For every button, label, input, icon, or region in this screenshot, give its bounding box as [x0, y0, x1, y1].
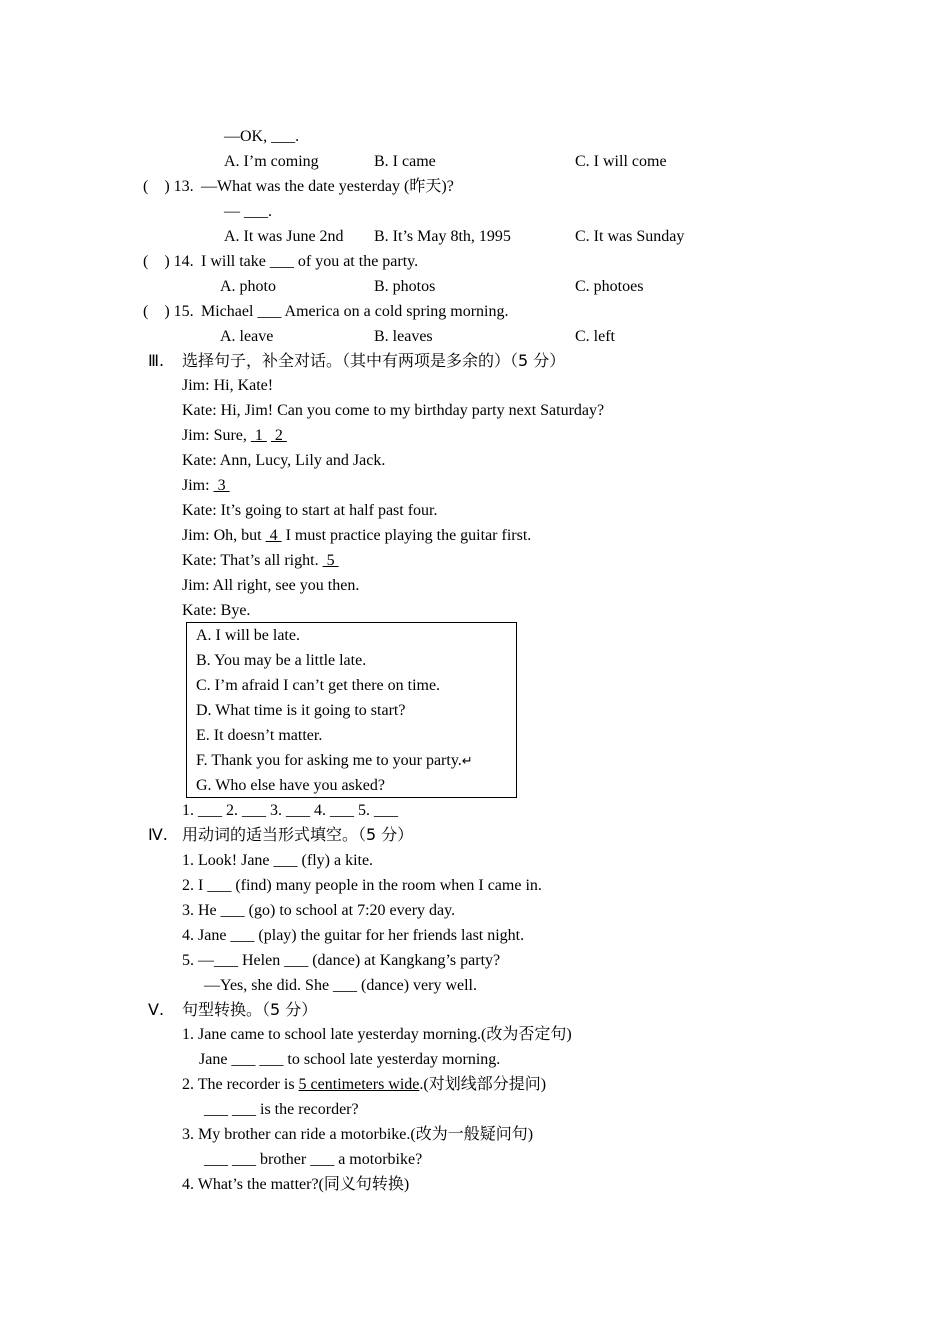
section4-number: Ⅳ.	[148, 825, 168, 844]
blank-3[interactable]: 3	[213, 477, 230, 494]
section4-item-4[interactable]: 4. Jane ___ (play) the guitar for her friends last night.	[182, 927, 525, 944]
q15-option-c[interactable]: C. left	[575, 328, 615, 345]
option-e: E. It doesn’t matter.	[196, 727, 323, 744]
q13-number: ( ) 13.	[143, 178, 194, 195]
q14-option-b[interactable]: B. photos	[374, 278, 436, 295]
q12-option-a[interactable]: A. I’m coming	[224, 153, 319, 170]
section5-item-2	[182, 1075, 546, 1095]
dialogue-line-9: Jim: All right, see you then.	[182, 577, 360, 594]
dialogue-line-2: Kate: Hi, Jim! Can you come to my birthday party next Saturday?	[182, 402, 605, 419]
section3-number: Ⅲ.	[148, 351, 165, 370]
dialogue-line-7-rest: I must practice playing the guitar first.	[281, 527, 532, 544]
section5-item-4: 4. What’s the matter?(同义句转换)	[182, 1176, 410, 1193]
q13-text: —What was the date yesterday (昨天)?	[201, 178, 454, 195]
section3-title: 选择句子，补全对话。（其中有两项是多余的）（5 分）	[182, 351, 566, 370]
underlined-phrase: 5 centimeters wide	[298, 1076, 420, 1093]
dialogue-line-7	[182, 526, 531, 546]
section4-title: 用动词的适当形式填空。（5 分）	[182, 825, 414, 844]
blank-1[interactable]: 1	[250, 427, 267, 444]
dialogue-line-3-text: Jim: Sure,	[182, 427, 251, 444]
q15-number: ( ) 15.	[143, 303, 194, 320]
q14-text: I will take ___ of you at the party.	[201, 253, 419, 270]
blank-2[interactable]: 2	[270, 427, 287, 444]
section5-item-3: 3. My brother can ride a motorbike.(改为一般疑问句)	[182, 1126, 534, 1143]
paragraph-mark-icon: ↵	[461, 754, 473, 769]
q13-option-a[interactable]: A. It was June 2nd	[224, 228, 344, 245]
q13-option-b[interactable]: B. It’s May 8th, 1995	[374, 228, 511, 245]
dialogue-line-5-text: Jim:	[182, 477, 214, 494]
option-b: B. You may be a little late.	[196, 652, 367, 669]
dialogue-line-7-text: Jim: Oh, but	[182, 527, 266, 544]
option-f	[196, 751, 473, 772]
dialogue-line-8-text: Kate: That’s all right.	[182, 552, 323, 569]
dialogue-line-5	[182, 476, 230, 496]
section5-item-2-text: 2. The recorder is	[182, 1076, 299, 1093]
section4-item-5-reply[interactable]: —Yes, she did. She ___ (dance) very well.	[204, 977, 477, 994]
q13-option-c[interactable]: C. It was Sunday	[575, 228, 685, 245]
q15-text: Michael ___ America on a cold spring morning.	[201, 303, 509, 320]
option-d: D. What time is it going to start?	[196, 702, 406, 719]
dialogue-line-3	[182, 426, 287, 446]
option-g: G. Who else have you asked?	[196, 777, 385, 794]
option-a: A. I will be late.	[196, 627, 300, 644]
section4-item-3[interactable]: 3. He ___ (go) to school at 7:20 every day.	[182, 902, 456, 919]
section4-item-2[interactable]: 2. I ___ (find) many people in the room when I came in.	[182, 877, 542, 894]
section5-item-1: 1. Jane came to school late yesterday morning.(改为否定句)	[182, 1026, 572, 1043]
section4-item-5[interactable]: 5. —___ Helen ___ (dance) at Kangkang’s party?	[182, 952, 501, 969]
q15-option-a[interactable]: A. leave	[220, 328, 274, 345]
dialogue-line-4: Kate: Ann, Lucy, Lily and Jack.	[182, 452, 386, 469]
q12-option-c[interactable]: C. I will come	[575, 153, 667, 170]
section5-number: Ⅴ.	[148, 1000, 165, 1019]
q14-number: ( ) 14.	[143, 253, 194, 270]
q14-option-c[interactable]: C. photoes	[575, 278, 644, 295]
section5-item-1-answer[interactable]: Jane ___ ___ to school late yesterday morning.	[199, 1051, 501, 1068]
section4-item-1[interactable]: 1. Look! Jane ___ (fly) a kite.	[182, 852, 374, 869]
option-c: C. I’m afraid I can’t get there on time.	[196, 677, 441, 694]
section5-item-3-answer[interactable]: ___ ___ brother ___ a motorbike?	[204, 1151, 423, 1168]
section5-item-2-instruction: .(对划线部分提问)	[419, 1076, 547, 1093]
q14-option-a[interactable]: A. photo	[220, 278, 276, 295]
q13-answer-line: — ___.	[224, 203, 272, 220]
option-f-text: F. Thank you for asking me to your party.	[196, 752, 462, 769]
dialogue-line-1: Jim: Hi, Kate!	[182, 377, 274, 394]
dialogue-line-8	[182, 551, 339, 571]
blank-5[interactable]: 5	[322, 552, 339, 569]
dialogue-line-6: Kate: It’s going to start at half past four.	[182, 502, 438, 519]
q12-option-b[interactable]: B. I came	[374, 153, 436, 170]
q12-answer-line: —OK, ___.	[224, 128, 300, 145]
section5-title: 句型转换。（5 分）	[182, 1000, 318, 1019]
answer-blanks[interactable]: 1. ___ 2. ___ 3. ___ 4. ___ 5. ___	[182, 802, 398, 819]
blank-4[interactable]: 4	[265, 527, 282, 544]
dialogue-line-10: Kate: Bye.	[182, 602, 251, 619]
q15-option-b[interactable]: B. leaves	[374, 328, 433, 345]
section5-item-2-answer[interactable]: ___ ___ is the recorder?	[204, 1101, 359, 1118]
